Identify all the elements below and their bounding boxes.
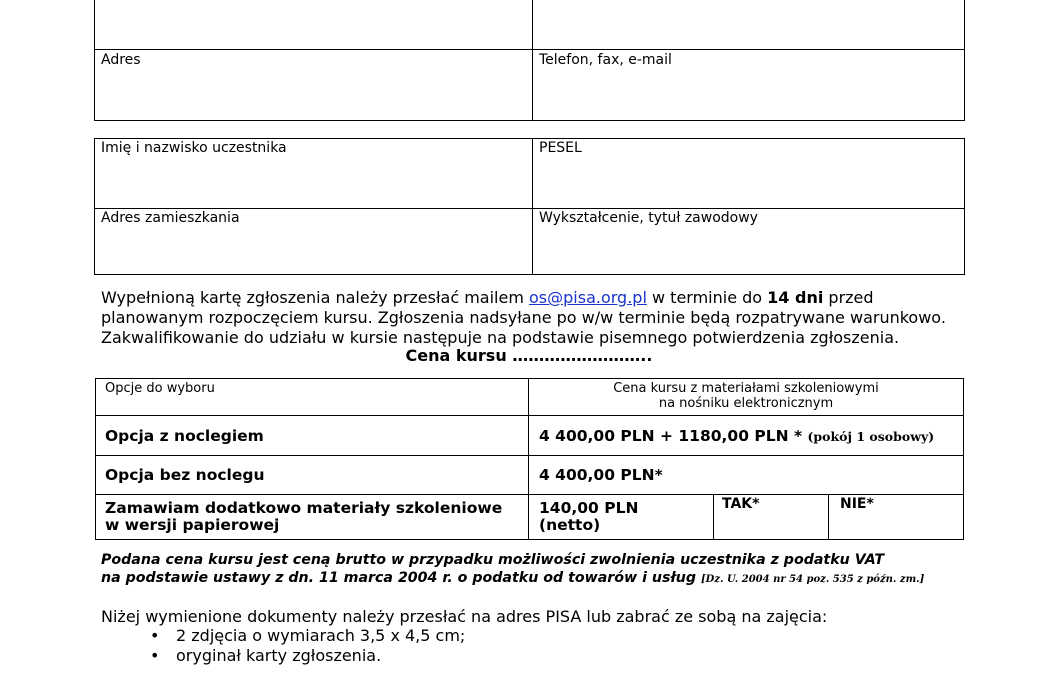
- participant-form-divider: [94, 208, 965, 209]
- bullet-icon: •: [150, 646, 160, 665]
- deadline-days: 14 dni: [767, 288, 824, 307]
- price-value: 4 400,00 PLN + 1180,00 PLN *: [539, 427, 808, 445]
- pesel-label: PESEL: [539, 140, 582, 156]
- document-list-item: [150, 626, 465, 645]
- bullet-icon: •: [150, 626, 160, 645]
- paper-materials-line1: Zamawiam dodatkowo materiały szkoleniowe: [105, 499, 503, 517]
- document-item-text: oryginał karty zgłoszenia.: [176, 646, 382, 665]
- price-title: Cena kursu ……………………..: [405, 346, 653, 365]
- paper-materials-option: [105, 500, 502, 534]
- education-label: Wykształcenie, tytuł zawodowy: [539, 210, 758, 226]
- document-item-text: 2 zdjęcia o wymiarach 3,5 x 4,5 cm;: [176, 626, 466, 645]
- vat-note-line-1: Podana cena kursu jest ceną brutto w przypadku możliwości zwolnienia uczestnika z podatku VAT: [101, 552, 885, 568]
- vat-note-line-2: [101, 569, 924, 589]
- option-without-accommodation: Opcja bez noclegu: [105, 466, 265, 484]
- option-with-accommodation-price: [539, 428, 934, 445]
- options-header-divider: [95, 415, 964, 416]
- instructions-line-1: [101, 288, 874, 308]
- option-without-accommodation-price: 4 400,00 PLN*: [539, 466, 663, 484]
- documents-intro: Niżej wymienione dokumenty należy przesłać na adres PISA lub zabrać ze sobą na zajęcia:: [101, 607, 828, 626]
- room-note: (pokój 1 osobowy): [807, 429, 935, 444]
- law-reference: [Dz. U. 2004 nr 54 poz. 535 z późn. zm.]: [700, 574, 925, 585]
- email-link[interactable]: os@pisa.org.pl: [529, 288, 647, 307]
- participant-form-column-divider: [532, 138, 533, 275]
- option-with-accommodation: Opcja z noclegiem: [105, 427, 264, 445]
- participant-form-table: [94, 138, 965, 275]
- instructions-line-2: planowanym rozpoczęciem kursu. Zgłoszenia nadsyłane po w/w terminie będą rozpatrywane warunkowo.: [101, 308, 946, 327]
- options-yes-divider: [713, 494, 714, 540]
- instructions-text: w terminie do: [646, 288, 768, 307]
- instructions-text: Wypełnioną kartę zgłoszenia należy przesłać mailem: [101, 288, 530, 307]
- paper-materials-no-option[interactable]: NIE*: [840, 496, 874, 512]
- paper-materials-price-line2: (netto): [539, 516, 601, 534]
- paper-materials-price-line1: 140,00 PLN: [539, 499, 639, 517]
- options-header-price: [529, 381, 963, 411]
- paper-materials-price: [539, 500, 638, 534]
- residence-label: Adres zamieszkania: [101, 210, 240, 226]
- instructions-text: przed: [823, 288, 874, 307]
- company-form-divider: [94, 49, 965, 50]
- participant-name-label: Imię i nazwisko uczestnika: [101, 140, 287, 156]
- contact-label: Telefon, fax, e-mail: [539, 52, 672, 68]
- options-header-price-line2: na nośniku elektronicznym: [658, 396, 834, 411]
- paper-materials-yes-option[interactable]: TAK*: [722, 496, 760, 512]
- document-list-item: [150, 646, 381, 665]
- options-header-price-line1: Cena kursu z materiałami szkoleniowymi: [613, 381, 879, 396]
- options-header-option: Opcje do wyboru: [105, 381, 215, 396]
- options-no-divider: [828, 494, 829, 540]
- company-form-column-divider: [532, 0, 533, 121]
- options-row-divider: [95, 494, 964, 495]
- address-label: Adres: [101, 52, 141, 68]
- company-form-table: [94, 0, 965, 121]
- instructions-line-3: Zakwalifikowanie do udziału w kursie następuje na podstawie pisemnego potwierdzenia zgłoszenia.: [101, 328, 900, 347]
- paper-materials-line2: w wersji papierowej: [105, 516, 280, 534]
- vat-note-text: na podstawie ustawy z dn. 11 marca 2004 r. o podatku od towarów i usług: [101, 570, 701, 586]
- options-row-divider: [95, 455, 964, 456]
